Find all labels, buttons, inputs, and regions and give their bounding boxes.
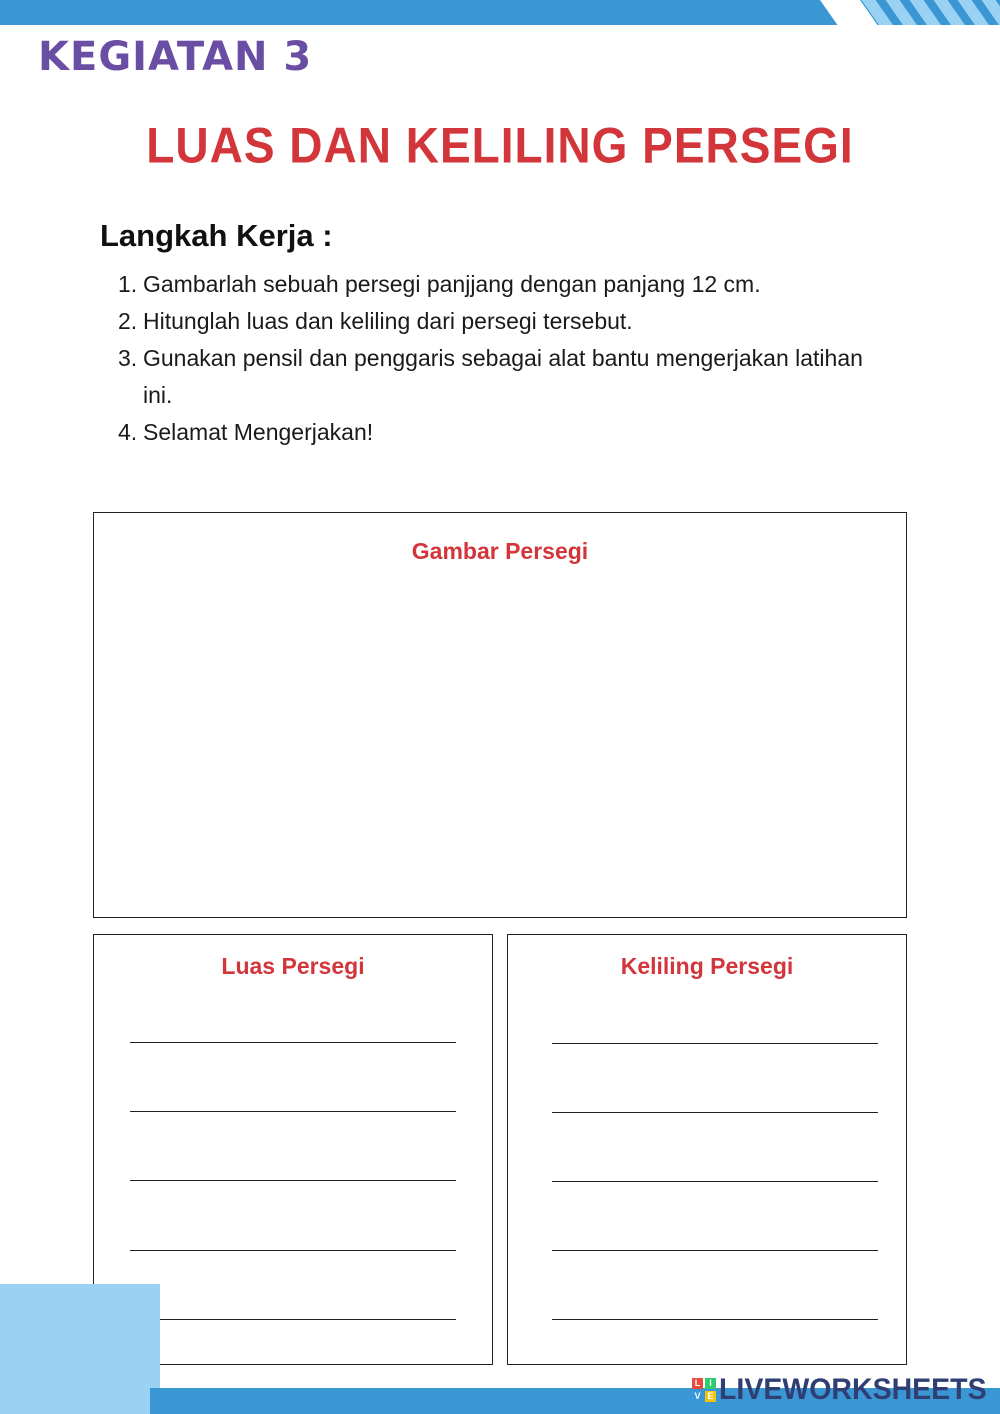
area-answer-title: Luas Persegi: [221, 953, 365, 979]
area-answer-line-2[interactable]: [130, 1111, 456, 1112]
step-number: 3.: [118, 345, 138, 371]
area-answer-line-5[interactable]: [130, 1319, 456, 1320]
step-text: Selamat Mengerjakan!: [143, 419, 374, 445]
step-item: [118, 303, 878, 340]
perimeter-answer-line-1[interactable]: [552, 1043, 878, 1044]
activity-label: KEGIATAN 3: [38, 34, 313, 80]
perimeter-answer-line-3[interactable]: [552, 1181, 878, 1182]
area-answer-line-1[interactable]: [130, 1042, 456, 1043]
perimeter-answer-line-5[interactable]: [552, 1319, 878, 1320]
step-number: 4.: [118, 419, 138, 445]
top-banner-stripes: [820, 0, 1000, 25]
step-number: 2.: [118, 308, 138, 334]
drawing-area[interactable]: [93, 512, 907, 918]
step-text: Gunakan pensil dan penggaris sebagai alat bantu mengerjakan latihan ini.: [143, 345, 863, 408]
bottom-corner-decoration: [0, 1284, 160, 1414]
page-title: LUAS DAN KELILING PERSEGI: [146, 116, 854, 174]
perimeter-answer-line-2[interactable]: [552, 1112, 878, 1113]
area-answer-line-3[interactable]: [130, 1180, 456, 1181]
step-item: [118, 414, 878, 451]
step-item: [118, 266, 878, 303]
step-item: [118, 340, 878, 414]
perimeter-answer-title: Keliling Persegi: [620, 953, 794, 979]
step-text: Gambarlah sebuah persegi panjjang dengan panjang 12 cm.: [143, 271, 761, 297]
liveworksheets-wordmark: LIVEWORKSHEETS: [719, 1373, 987, 1406]
steps-list: [118, 266, 878, 451]
step-number: 1.: [118, 271, 138, 297]
perimeter-answer-box: [507, 934, 907, 1365]
liveworksheets-logo-icon: L I V E: [692, 1378, 716, 1402]
step-text: Hitunglah luas dan keliling dari persegi tersebut.: [143, 308, 633, 334]
drawing-area-title: Gambar Persegi: [411, 538, 589, 564]
steps-heading: Langkah Kerja :: [100, 218, 333, 253]
liveworksheets-watermark: [692, 1373, 1000, 1407]
area-answer-line-4[interactable]: [130, 1250, 456, 1251]
perimeter-answer-line-4[interactable]: [552, 1250, 878, 1251]
